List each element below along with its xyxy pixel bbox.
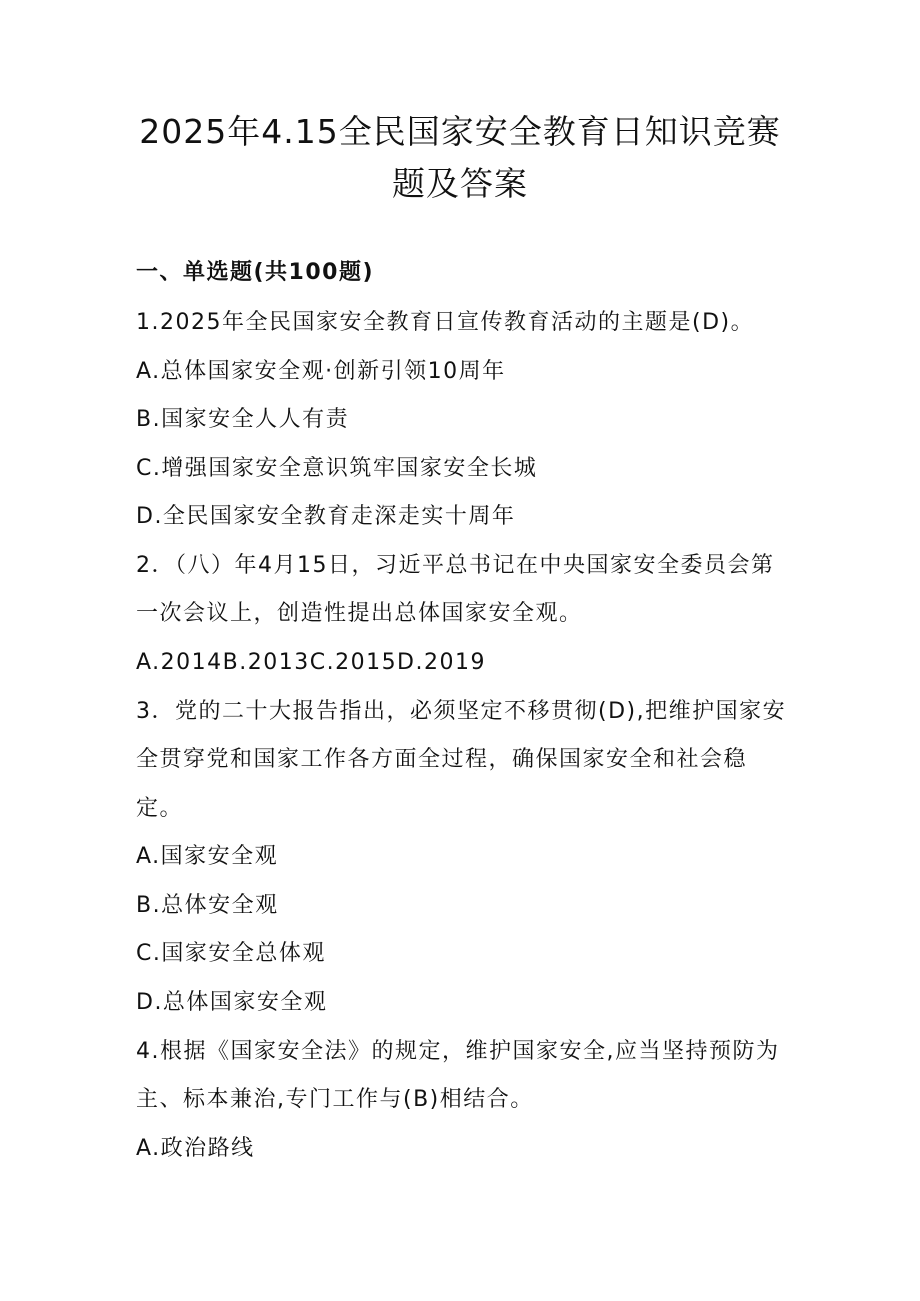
question-1-text: 1.2025年全民国家安全教育日宣传教育活动的主题是(D)。 (136, 310, 755, 335)
title-line-2: 题及答案 (392, 164, 528, 203)
question-3-option-b: B.总体安全观 (136, 893, 279, 918)
document-title (60, 106, 860, 210)
question-3-option-a: A.国家安全观 (136, 844, 279, 869)
question-4-option-a: A.政治路线 (136, 1136, 255, 1161)
question-2-text-line-1: 2．（八）年4月15日，习近平总书记在中央国家安全委员会第 (136, 553, 775, 578)
question-4-text-line-1: 4.根据《国家安全法》的规定，维护国家安全,应当坚持预防为 (136, 1039, 780, 1064)
question-1-option-d: D.全民国家安全教育走深走实十周年 (136, 504, 516, 529)
question-2-text-line-2: 一次会议上，创造性提出总体国家安全观。 (136, 601, 583, 626)
question-3-option-d: D.总体国家安全观 (136, 990, 328, 1015)
question-1-option-c: C.增强国家安全意识筑牢国家安全长城 (136, 456, 538, 481)
question-1-option-a: A.总体国家安全观·创新引领10周年 (136, 359, 506, 384)
question-4-text-line-2: 主、标本兼治,专门工作与(B)相结合。 (136, 1087, 534, 1112)
title-line-1: 2025年4.15全民国家安全教育日知识竞赛 (139, 112, 781, 151)
question-2-options: A.2014B.2013C.2015D.2019 (136, 650, 486, 675)
question-3-option-c: C.国家安全总体观 (136, 941, 326, 966)
question-3-text-line-1: 3．党的二十大报告指出，必须坚定不移贯彻(D),把维护国家安 (136, 699, 787, 724)
question-3-text-line-2: 全贯穿党和国家工作各方面全过程，确保国家安全和社会稳 (136, 747, 748, 772)
question-1-option-b: B.国家安全人人有责 (136, 407, 350, 432)
question-3-text-line-3: 定。 (136, 796, 184, 821)
section-heading: 一、单选题(共100题) (136, 260, 375, 285)
